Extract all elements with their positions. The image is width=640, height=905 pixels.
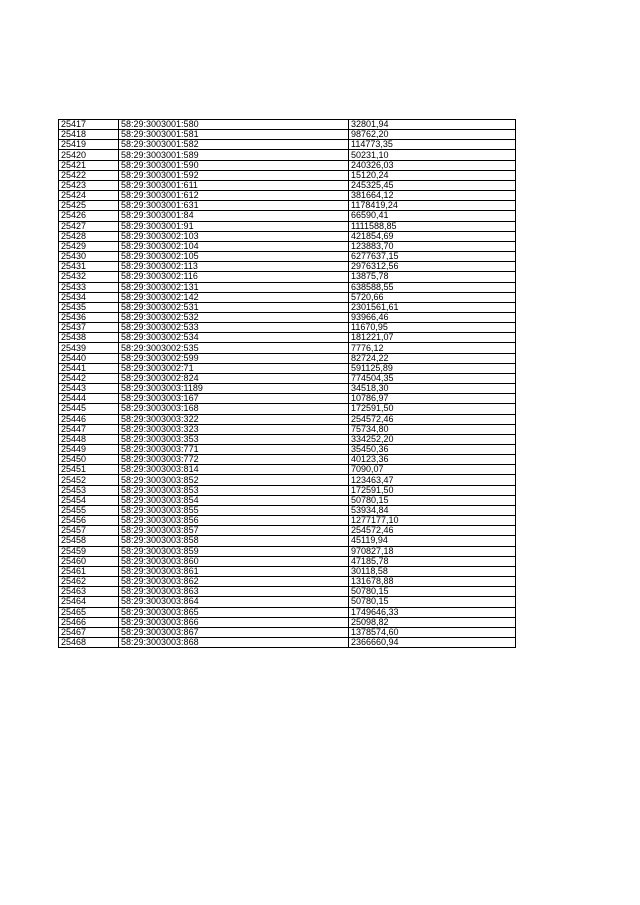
cadastral-number-cell: 58:29:3003002:105: [119, 252, 349, 262]
value-cell: 254572,46: [349, 526, 516, 536]
row-number-cell: 25430: [59, 252, 119, 262]
value-cell: 82724,22: [349, 353, 516, 363]
row-number-cell: 25456: [59, 516, 119, 526]
cadastral-number-cell: 58:29:3003001:91: [119, 221, 349, 231]
row-number-cell: 25421: [59, 160, 119, 170]
cadastral-number-cell: 58:29:3003003:772: [119, 455, 349, 465]
table-body: [59, 120, 516, 648]
row-number-cell: 25443: [59, 384, 119, 394]
cadastral-number-cell: 58:29:3003002:535: [119, 343, 349, 353]
row-number-cell: 25441: [59, 363, 119, 373]
cadastral-number-cell: 58:29:3003001:590: [119, 160, 349, 170]
cadastral-number-cell: 58:29:3003002:531: [119, 302, 349, 312]
table-row: [59, 191, 516, 201]
cadastral-number-cell: 58:29:3003003:858: [119, 536, 349, 546]
table-row: [59, 302, 516, 312]
value-cell: 53934,84: [349, 505, 516, 515]
table-row: [59, 373, 516, 383]
cadastral-number-cell: 58:29:3003003:168: [119, 404, 349, 414]
cadastral-number-cell: 58:29:3003003:863: [119, 587, 349, 597]
cadastral-number-cell: 58:29:3003002:534: [119, 333, 349, 343]
row-number-cell: 25446: [59, 414, 119, 424]
table-row: [59, 424, 516, 434]
cadastral-number-cell: 58:29:3003002:533: [119, 323, 349, 333]
table-row: [59, 180, 516, 190]
table-row: [59, 587, 516, 597]
value-cell: 7776,12: [349, 343, 516, 353]
value-cell: 93966,46: [349, 312, 516, 322]
cadastral-number-cell: 58:29:3003003:771: [119, 445, 349, 455]
cadastral-number-cell: 58:29:3003003:856: [119, 516, 349, 526]
cadastral-number-cell: 58:29:3003002:599: [119, 353, 349, 363]
value-cell: 50780,15: [349, 597, 516, 607]
row-number-cell: 25464: [59, 597, 119, 607]
cadastral-number-cell: 58:29:3003002:116: [119, 272, 349, 282]
value-cell: 15120,24: [349, 170, 516, 180]
table-row: [59, 241, 516, 251]
row-number-cell: 25435: [59, 302, 119, 312]
value-cell: 2976312,56: [349, 262, 516, 272]
table-row: [59, 221, 516, 231]
cadastral-number-cell: 58:29:3003001:611: [119, 180, 349, 190]
table-row: [59, 384, 516, 394]
value-cell: 1277177,10: [349, 516, 516, 526]
table-row: [59, 637, 516, 647]
table-row: [59, 556, 516, 566]
table-row: [59, 505, 516, 515]
value-cell: 34518,30: [349, 384, 516, 394]
value-cell: 66590,41: [349, 211, 516, 221]
value-cell: 172591,50: [349, 485, 516, 495]
value-cell: 45119,94: [349, 536, 516, 546]
table-row: [59, 526, 516, 536]
table-row: [59, 546, 516, 556]
row-number-cell: 25425: [59, 201, 119, 211]
table-row: [59, 252, 516, 262]
table-row: [59, 353, 516, 363]
cadastral-number-cell: 58:29:3003003:353: [119, 434, 349, 444]
row-number-cell: 25418: [59, 130, 119, 140]
row-number-cell: 25447: [59, 424, 119, 434]
cadastral-number-cell: 58:29:3003003:860: [119, 556, 349, 566]
value-cell: 13875,78: [349, 272, 516, 282]
value-cell: 131678,88: [349, 577, 516, 587]
value-cell: 50231,10: [349, 150, 516, 160]
value-cell: 240326,03: [349, 160, 516, 170]
table-row: [59, 211, 516, 221]
cadastral-number-cell: 58:29:3003003:857: [119, 526, 349, 536]
row-number-cell: 25449: [59, 445, 119, 455]
value-cell: 35450,36: [349, 445, 516, 455]
table-row: [59, 475, 516, 485]
row-number-cell: 25461: [59, 566, 119, 576]
value-cell: 5720,66: [349, 292, 516, 302]
cadastral-number-cell: 58:29:3003003:865: [119, 607, 349, 617]
table-row: [59, 150, 516, 160]
table-row: [59, 140, 516, 150]
value-cell: 1178419,24: [349, 201, 516, 211]
value-cell: 2301561,61: [349, 302, 516, 312]
table-row: [59, 414, 516, 424]
row-number-cell: 25458: [59, 536, 119, 546]
cadastral-number-cell: 58:29:3003003:322: [119, 414, 349, 424]
row-number-cell: 25433: [59, 282, 119, 292]
cadastral-number-cell: 58:29:3003003:861: [119, 566, 349, 576]
value-cell: 181221,07: [349, 333, 516, 343]
table-row: [59, 312, 516, 322]
table-row: [59, 485, 516, 495]
value-cell: 30118,58: [349, 566, 516, 576]
value-cell: 50780,15: [349, 587, 516, 597]
value-cell: 40123,36: [349, 455, 516, 465]
cadastral-number-cell: 58:29:3003003:867: [119, 627, 349, 637]
row-number-cell: 25426: [59, 211, 119, 221]
value-cell: 172591,50: [349, 404, 516, 414]
row-number-cell: 25451: [59, 465, 119, 475]
table-row: [59, 394, 516, 404]
cadastral-number-cell: 58:29:3003003:866: [119, 617, 349, 627]
row-number-cell: 25466: [59, 617, 119, 627]
table-row: [59, 516, 516, 526]
table-row: [59, 617, 516, 627]
value-cell: 334252,20: [349, 434, 516, 444]
table-row: [59, 160, 516, 170]
value-cell: 245325,45: [349, 180, 516, 190]
row-number-cell: 25463: [59, 587, 119, 597]
value-cell: 6277637,15: [349, 252, 516, 262]
row-number-cell: 25432: [59, 272, 119, 282]
table-row: [59, 597, 516, 607]
value-cell: 7090,07: [349, 465, 516, 475]
cadastral-number-cell: 58:29:3003002:824: [119, 373, 349, 383]
table-row: [59, 120, 516, 130]
row-number-cell: 25454: [59, 495, 119, 505]
cadastral-number-cell: 58:29:3003002:131: [119, 282, 349, 292]
cadastral-number-cell: 58:29:3003001:581: [119, 130, 349, 140]
table-row: [59, 323, 516, 333]
value-cell: 638588,55: [349, 282, 516, 292]
table-row: [59, 445, 516, 455]
row-number-cell: 25445: [59, 404, 119, 414]
cadastral-number-cell: 58:29:3003001:589: [119, 150, 349, 160]
cadastral-number-cell: 58:29:3003002:71: [119, 363, 349, 373]
value-cell: 774504,35: [349, 373, 516, 383]
value-cell: 381664,12: [349, 191, 516, 201]
cadastral-number-cell: 58:29:3003002:103: [119, 231, 349, 241]
table-row: [59, 343, 516, 353]
data-table: [58, 119, 516, 648]
row-number-cell: 25462: [59, 577, 119, 587]
value-cell: 2366660,94: [349, 637, 516, 647]
value-cell: 591125,89: [349, 363, 516, 373]
table-row: [59, 170, 516, 180]
cadastral-number-cell: 58:29:3003003:1189: [119, 384, 349, 394]
row-number-cell: 25422: [59, 170, 119, 180]
value-cell: 47185,78: [349, 556, 516, 566]
cadastral-number-cell: 58:29:3003001:612: [119, 191, 349, 201]
table-row: [59, 455, 516, 465]
value-cell: 1378574,60: [349, 627, 516, 637]
value-cell: 123883,70: [349, 241, 516, 251]
cadastral-number-cell: 58:29:3003002:104: [119, 241, 349, 251]
row-number-cell: 25439: [59, 343, 119, 353]
row-number-cell: 25423: [59, 180, 119, 190]
table-row: [59, 404, 516, 414]
table-row: [59, 272, 516, 282]
value-cell: 1749646,33: [349, 607, 516, 617]
value-cell: 32801,94: [349, 120, 516, 130]
row-number-cell: 25457: [59, 526, 119, 536]
value-cell: 123463,47: [349, 475, 516, 485]
row-number-cell: 25450: [59, 455, 119, 465]
value-cell: 421854,69: [349, 231, 516, 241]
cadastral-number-cell: 58:29:3003003:853: [119, 485, 349, 495]
row-number-cell: 25428: [59, 231, 119, 241]
value-cell: 10786,97: [349, 394, 516, 404]
value-cell: 11670,95: [349, 323, 516, 333]
table-row: [59, 363, 516, 373]
cadastral-number-cell: 58:29:3003001:582: [119, 140, 349, 150]
row-number-cell: 25436: [59, 312, 119, 322]
table-row: [59, 577, 516, 587]
table-row: [59, 536, 516, 546]
row-number-cell: 25434: [59, 292, 119, 302]
cadastral-number-cell: 58:29:3003001:580: [119, 120, 349, 130]
cadastral-number-cell: 58:29:3003001:631: [119, 201, 349, 211]
cadastral-number-cell: 58:29:3003003:859: [119, 546, 349, 556]
value-cell: 75734,80: [349, 424, 516, 434]
cadastral-number-cell: 58:29:3003002:532: [119, 312, 349, 322]
row-number-cell: 25429: [59, 241, 119, 251]
value-cell: 254572,46: [349, 414, 516, 424]
table-row: [59, 434, 516, 444]
value-cell: 25098,82: [349, 617, 516, 627]
row-number-cell: 25431: [59, 262, 119, 272]
cadastral-number-cell: 58:29:3003003:854: [119, 495, 349, 505]
table-row: [59, 262, 516, 272]
value-cell: 98762,20: [349, 130, 516, 140]
row-number-cell: 25452: [59, 475, 119, 485]
table-row: [59, 566, 516, 576]
value-cell: 970827,18: [349, 546, 516, 556]
cadastral-number-cell: 58:29:3003003:323: [119, 424, 349, 434]
row-number-cell: 25448: [59, 434, 119, 444]
value-cell: 1111588,85: [349, 221, 516, 231]
row-number-cell: 25438: [59, 333, 119, 343]
row-number-cell: 25442: [59, 373, 119, 383]
row-number-cell: 25437: [59, 323, 119, 333]
cadastral-number-cell: 58:29:3003001:592: [119, 170, 349, 180]
row-number-cell: 25420: [59, 150, 119, 160]
row-number-cell: 25440: [59, 353, 119, 363]
table-row: [59, 231, 516, 241]
row-number-cell: 25468: [59, 637, 119, 647]
cadastral-number-cell: 58:29:3003003:852: [119, 475, 349, 485]
row-number-cell: 25453: [59, 485, 119, 495]
row-number-cell: 25417: [59, 120, 119, 130]
table-row: [59, 465, 516, 475]
row-number-cell: 25467: [59, 627, 119, 637]
table-row: [59, 282, 516, 292]
cadastral-number-cell: 58:29:3003003:855: [119, 505, 349, 515]
row-number-cell: 25460: [59, 556, 119, 566]
table-row: [59, 201, 516, 211]
row-number-cell: 25444: [59, 394, 119, 404]
row-number-cell: 25459: [59, 546, 119, 556]
table-row: [59, 495, 516, 505]
cadastral-number-cell: 58:29:3003003:868: [119, 637, 349, 647]
row-number-cell: 25465: [59, 607, 119, 617]
cadastral-number-cell: 58:29:3003003:864: [119, 597, 349, 607]
row-number-cell: 25424: [59, 191, 119, 201]
table-row: [59, 333, 516, 343]
value-cell: 114773,35: [349, 140, 516, 150]
cadastral-number-cell: 58:29:3003003:167: [119, 394, 349, 404]
row-number-cell: 25419: [59, 140, 119, 150]
cadastral-number-cell: 58:29:3003003:862: [119, 577, 349, 587]
table-row: [59, 292, 516, 302]
cadastral-number-cell: 58:29:3003001:84: [119, 211, 349, 221]
table-row: [59, 130, 516, 140]
table-row: [59, 627, 516, 637]
row-number-cell: 25427: [59, 221, 119, 231]
cadastral-number-cell: 58:29:3003002:113: [119, 262, 349, 272]
value-cell: 50780,15: [349, 495, 516, 505]
cadastral-number-cell: 58:29:3003002:142: [119, 292, 349, 302]
cadastral-number-cell: 58:29:3003003:814: [119, 465, 349, 475]
table-row: [59, 607, 516, 617]
row-number-cell: 25455: [59, 505, 119, 515]
